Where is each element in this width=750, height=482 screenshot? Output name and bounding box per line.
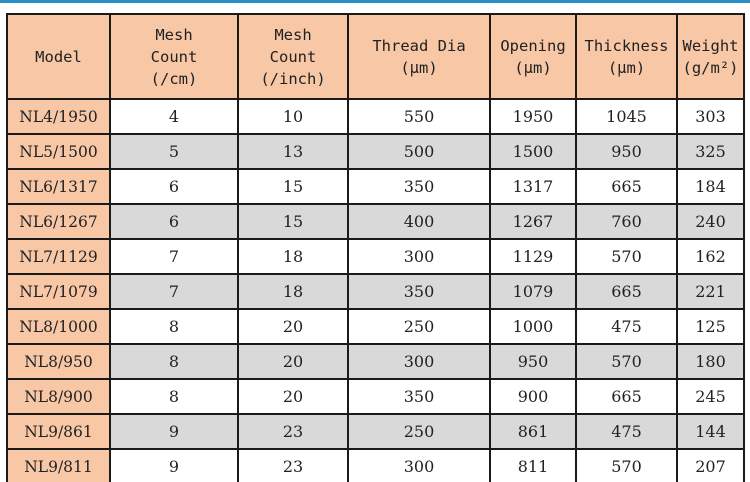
value-cell-mesh-count-cm: 8 <box>110 344 238 379</box>
model-cell: NL6/1267 <box>7 204 110 239</box>
column-header-text: (μm) <box>514 58 552 77</box>
table-row <box>7 344 744 379</box>
model-cell: NL5/1500 <box>7 134 110 169</box>
column-header-weight <box>677 14 744 99</box>
value-cell-thread-dia: 500 <box>348 134 490 169</box>
table-body <box>7 99 744 482</box>
value-cell-mesh-count-cm: 8 <box>110 379 238 414</box>
value-cell-weight: 162 <box>677 239 744 274</box>
value-cell-opening: 900 <box>490 379 576 414</box>
column-header-text: (μm) <box>400 58 438 77</box>
value-cell-thickness: 950 <box>576 134 677 169</box>
column-header-text: Thread Dia <box>372 36 466 55</box>
value-cell-opening: 950 <box>490 344 576 379</box>
value-cell-weight: 144 <box>677 414 744 449</box>
value-cell-thickness: 475 <box>576 414 677 449</box>
value-cell-weight: 325 <box>677 134 744 169</box>
value-cell-thickness: 570 <box>576 449 677 482</box>
value-cell-mesh-count-inch: 20 <box>238 379 348 414</box>
column-header-text: Mesh <box>274 25 312 44</box>
value-cell-opening: 1267 <box>490 204 576 239</box>
table-row <box>7 169 744 204</box>
value-cell-thread-dia: 350 <box>348 169 490 204</box>
value-cell-thickness: 570 <box>576 344 677 379</box>
value-cell-weight: 207 <box>677 449 744 482</box>
model-cell: NL7/1129 <box>7 239 110 274</box>
value-cell-mesh-count-inch: 15 <box>238 169 348 204</box>
value-cell-thread-dia: 550 <box>348 99 490 134</box>
value-cell-mesh-count-cm: 4 <box>110 99 238 134</box>
column-header-text: Weight <box>682 36 739 55</box>
value-cell-thickness: 1045 <box>576 99 677 134</box>
model-cell: NL8/900 <box>7 379 110 414</box>
value-cell-mesh-count-inch: 23 <box>238 449 348 482</box>
value-cell-thread-dia: 350 <box>348 379 490 414</box>
value-cell-weight: 240 <box>677 204 744 239</box>
table-header <box>7 14 744 99</box>
value-cell-opening: 1500 <box>490 134 576 169</box>
value-cell-mesh-count-inch: 13 <box>238 134 348 169</box>
value-cell-thickness: 665 <box>576 274 677 309</box>
column-header-text: Opening <box>500 36 566 55</box>
column-header-text: (g/m²) <box>682 58 739 77</box>
model-cell: NL4/1950 <box>7 99 110 134</box>
table-row <box>7 309 744 344</box>
value-cell-thickness: 475 <box>576 309 677 344</box>
value-cell-mesh-count-inch: 18 <box>238 239 348 274</box>
value-cell-mesh-count-cm: 7 <box>110 274 238 309</box>
value-cell-mesh-count-inch: 20 <box>238 344 348 379</box>
value-cell-weight: 245 <box>677 379 744 414</box>
column-header-text: (μm) <box>607 58 646 77</box>
table-row <box>7 204 744 239</box>
value-cell-weight: 180 <box>677 344 744 379</box>
table-row <box>7 379 744 414</box>
value-cell-mesh-count-inch: 23 <box>238 414 348 449</box>
value-cell-weight: 125 <box>677 309 744 344</box>
value-cell-thread-dia: 250 <box>348 414 490 449</box>
value-cell-mesh-count-cm: 7 <box>110 239 238 274</box>
model-cell: NL6/1317 <box>7 169 110 204</box>
value-cell-opening: 1317 <box>490 169 576 204</box>
model-cell: NL8/1000 <box>7 309 110 344</box>
value-cell-opening: 811 <box>490 449 576 482</box>
header-row <box>7 14 744 99</box>
model-cell: NL9/811 <box>7 449 110 482</box>
table-row <box>7 449 744 482</box>
value-cell-mesh-count-cm: 5 <box>110 134 238 169</box>
value-cell-thread-dia: 400 <box>348 204 490 239</box>
value-cell-weight: 303 <box>677 99 744 134</box>
column-header-text: (/inch) <box>260 69 326 88</box>
model-cell: NL7/1079 <box>7 274 110 309</box>
value-cell-mesh-count-inch: 10 <box>238 99 348 134</box>
value-cell-thickness: 570 <box>576 239 677 274</box>
column-header-text: Mesh <box>155 25 193 44</box>
value-cell-weight: 221 <box>677 274 744 309</box>
value-cell-opening: 861 <box>490 414 576 449</box>
column-header-thread-dia <box>348 14 490 99</box>
column-header-opening <box>490 14 576 99</box>
value-cell-mesh-count-inch: 15 <box>238 204 348 239</box>
column-header-thickness <box>576 14 677 99</box>
value-cell-thread-dia: 300 <box>348 449 490 482</box>
value-cell-mesh-count-cm: 8 <box>110 309 238 344</box>
value-cell-opening: 1000 <box>490 309 576 344</box>
column-header-mesh-count-cm <box>110 14 238 99</box>
value-cell-mesh-count-cm: 9 <box>110 449 238 482</box>
column-header-text: Count <box>150 47 198 66</box>
value-cell-mesh-count-inch: 20 <box>238 309 348 344</box>
value-cell-thread-dia: 300 <box>348 239 490 274</box>
value-cell-thread-dia: 300 <box>348 344 490 379</box>
value-cell-thread-dia: 250 <box>348 309 490 344</box>
column-header-text: Count <box>269 47 317 66</box>
value-cell-weight: 184 <box>677 169 744 204</box>
value-cell-opening: 1129 <box>490 239 576 274</box>
value-cell-opening: 1079 <box>490 274 576 309</box>
value-cell-thickness: 760 <box>576 204 677 239</box>
column-header-text: Model <box>35 47 82 66</box>
model-cell: NL8/950 <box>7 344 110 379</box>
value-cell-thread-dia: 350 <box>348 274 490 309</box>
value-cell-mesh-count-cm: 6 <box>110 169 238 204</box>
model-cell: NL9/861 <box>7 414 110 449</box>
table-row <box>7 274 744 309</box>
table-row <box>7 239 744 274</box>
value-cell-mesh-count-inch: 18 <box>238 274 348 309</box>
value-cell-mesh-count-cm: 9 <box>110 414 238 449</box>
top-accent-rule <box>0 0 750 3</box>
column-header-text: Thickness <box>584 36 669 55</box>
column-header-text: (/cm) <box>150 69 198 88</box>
mesh-spec-table <box>6 13 745 482</box>
value-cell-thickness: 665 <box>576 169 677 204</box>
value-cell-thickness: 665 <box>576 379 677 414</box>
table-row <box>7 99 744 134</box>
table-row <box>7 134 744 169</box>
column-header-mesh-count-inch <box>238 14 348 99</box>
value-cell-mesh-count-cm: 6 <box>110 204 238 239</box>
column-header-model <box>7 14 110 99</box>
table-row <box>7 414 744 449</box>
value-cell-opening: 1950 <box>490 99 576 134</box>
